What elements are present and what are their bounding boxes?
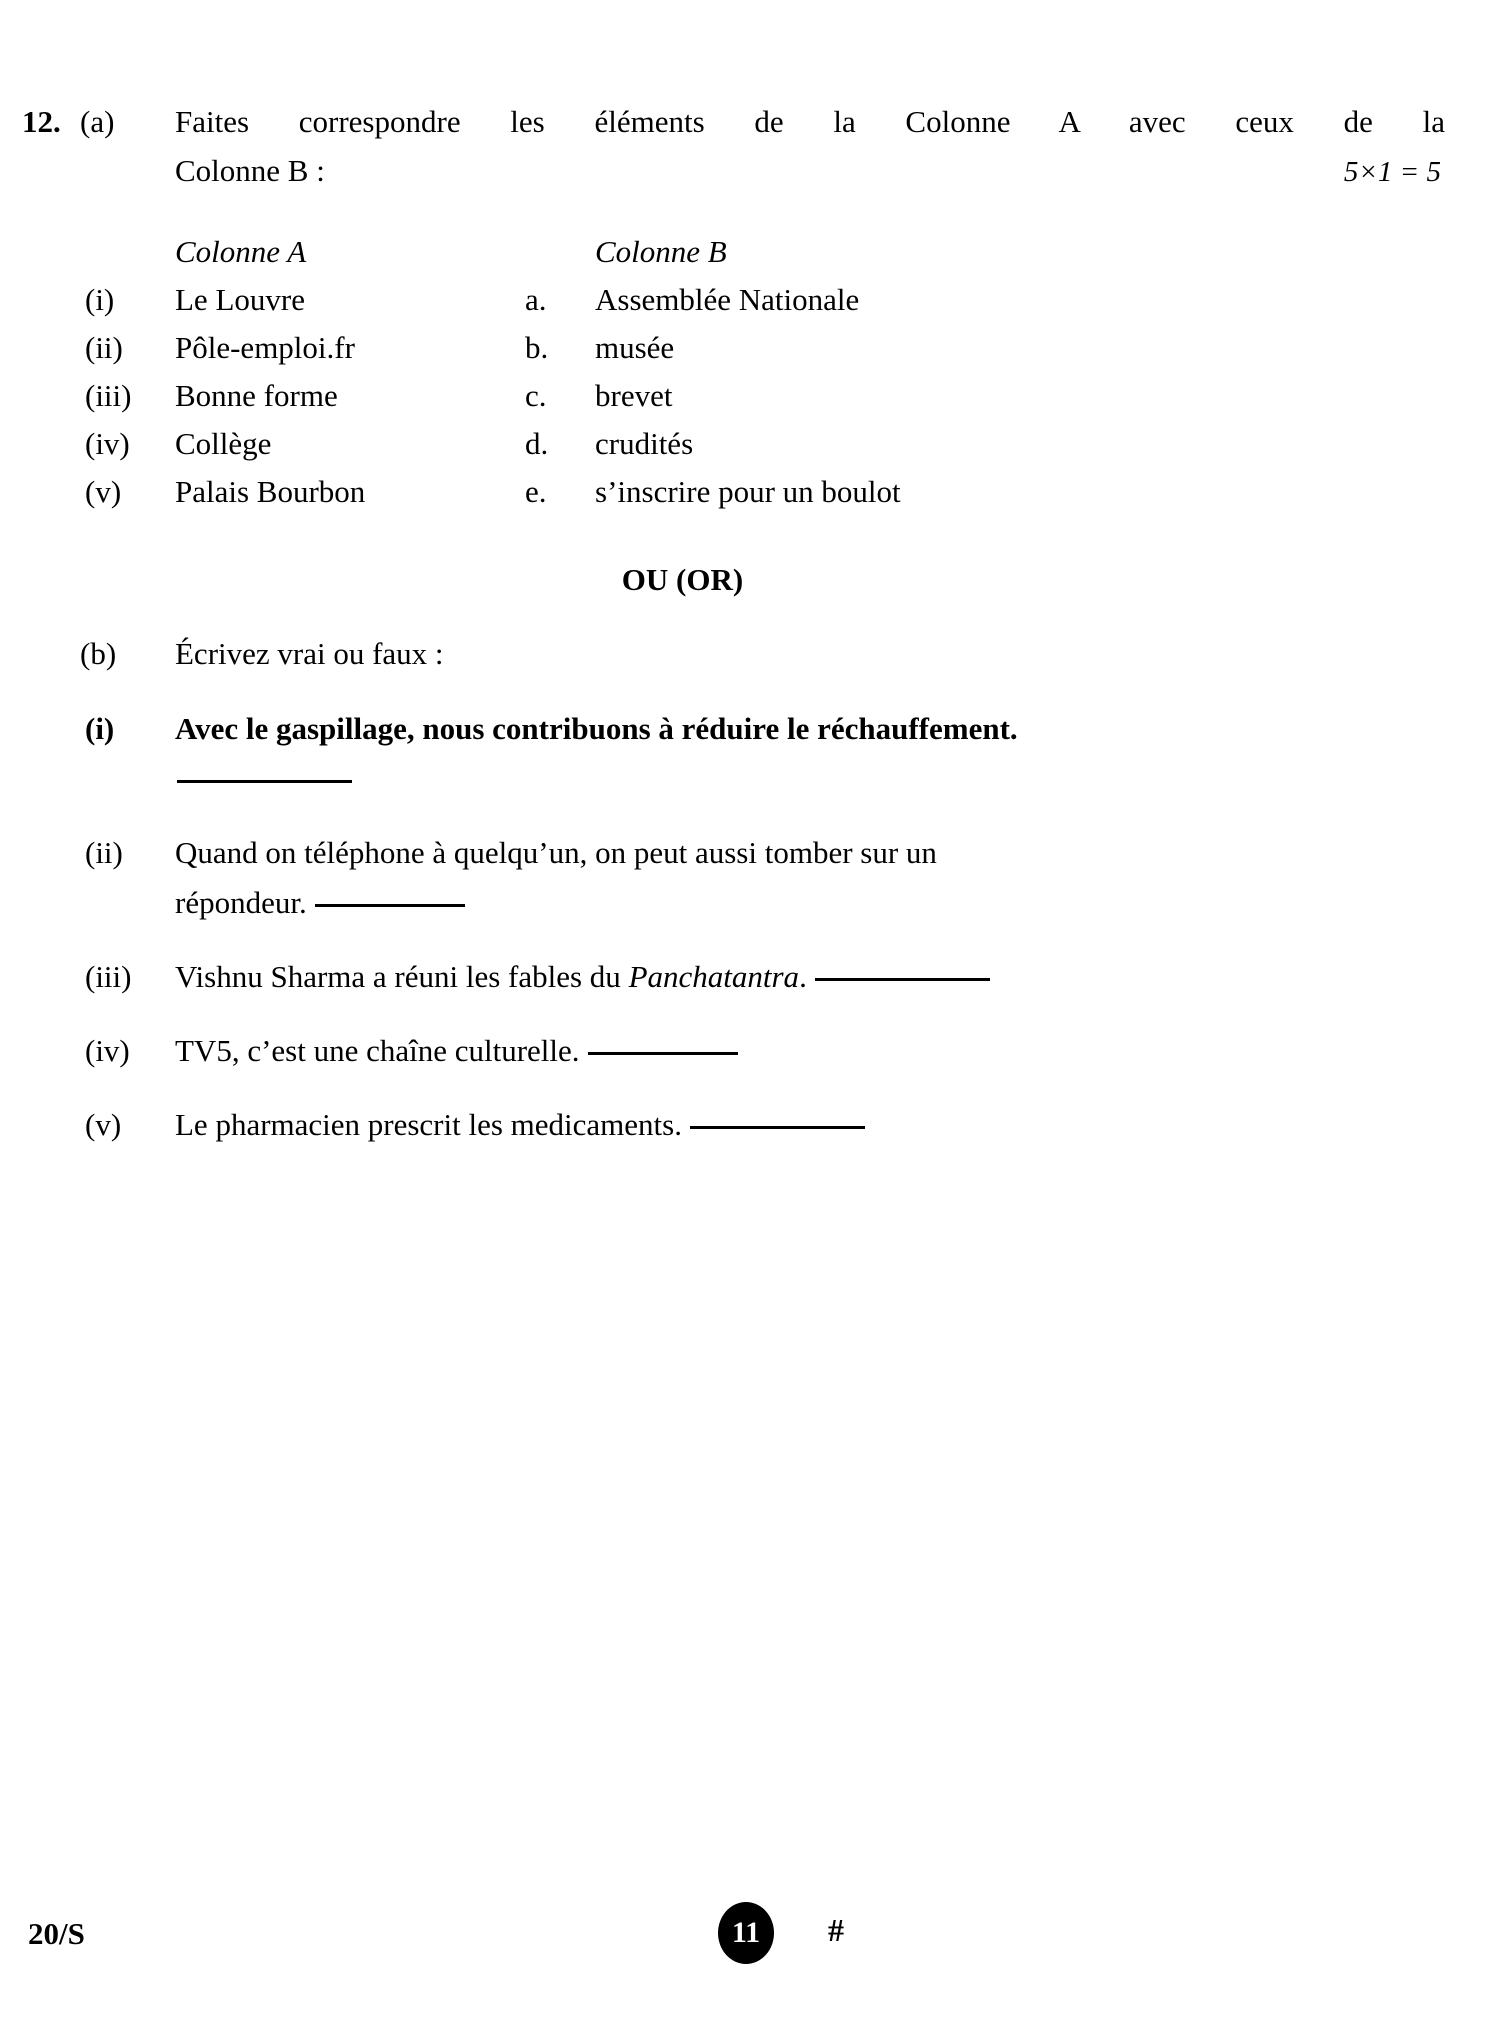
item-key: (i) (85, 711, 115, 746)
table-row (85, 372, 1505, 420)
answer-blank[interactable] (315, 903, 465, 907)
item-key: (iii) (85, 959, 132, 994)
item-statement: Le pharmacien prescrit les medicaments. (175, 1107, 682, 1142)
answer-blank[interactable] (815, 977, 990, 981)
list-item (85, 828, 1425, 928)
column-b-key: e. (525, 474, 547, 509)
column-b-header: Colonne B (595, 234, 727, 269)
list-item (85, 1100, 1425, 1150)
part-label-a: (a) (80, 104, 115, 139)
column-b-value: Assemblée Nationale (595, 282, 860, 317)
question-12-block (0, 100, 1505, 1174)
item-key: (ii) (85, 835, 123, 870)
column-b-value: brevet (595, 378, 673, 413)
item-text (175, 1026, 1425, 1076)
part-a-body (175, 100, 1505, 194)
answer-blank[interactable] (690, 1125, 865, 1129)
column-a-key: (iii) (85, 378, 132, 413)
item-text (175, 952, 1425, 1002)
question-12-part-a (0, 100, 1505, 194)
column-b-key: a. (525, 282, 547, 317)
answer-blank[interactable] (588, 1051, 738, 1055)
table-row (85, 324, 1505, 372)
true-false-list (0, 704, 1505, 1150)
part-a-line-1: Faites correspondre les éléments de la Colonne A avec ceux de la (175, 104, 1445, 139)
answer-blank[interactable] (175, 754, 1425, 804)
column-a-value: Collège (175, 426, 272, 461)
column-b-key: b. (525, 330, 549, 365)
part-a-line-2: Colonne B : (175, 153, 325, 188)
header-spacer-b (525, 228, 595, 276)
paper-code: 20/S (28, 1916, 85, 1951)
item-statement-line2: répondeur. (175, 885, 307, 920)
column-b-key: c. (525, 378, 547, 413)
question-12-part-b (0, 632, 1505, 676)
item-statement-continued (175, 878, 1425, 928)
column-b-value: crudités (595, 426, 694, 461)
column-a-key: (iv) (85, 426, 130, 461)
page-footer (0, 1902, 1505, 1972)
column-a-header: Colonne A (175, 234, 307, 269)
column-a-value: Pôle-emploi.fr (175, 330, 355, 365)
item-key: (v) (85, 1107, 122, 1142)
or-divider: OU (OR) (621, 562, 744, 597)
matching-table-header (85, 228, 1505, 276)
item-statement: Quand on téléphone à quelqu’un, on peut aussi tomber sur un (175, 835, 937, 870)
column-b-value: s’inscrire pour un boulot (595, 474, 901, 509)
item-statement-suffix: . (799, 959, 807, 994)
item-text (175, 1100, 1425, 1150)
column-a-value: Palais Bourbon (175, 474, 366, 509)
table-row (85, 420, 1505, 468)
item-statement: Avec le gaspillage, nous contribuons à réduire le réchauffement. (175, 711, 1018, 746)
column-a-key: (v) (85, 474, 122, 509)
list-item (85, 1026, 1425, 1076)
question-number: 12. (22, 104, 61, 139)
table-row (85, 468, 1505, 516)
marks-allocation: 5×1 = 5 (1343, 156, 1441, 188)
item-statement-prefix: Vishnu Sharma a réuni les fables du (175, 959, 629, 994)
column-b-value: musée (595, 330, 675, 365)
hash-symbol: # (828, 1912, 844, 1948)
part-a-line-2-row (175, 149, 1445, 194)
list-item (85, 952, 1425, 1002)
column-a-key: (ii) (85, 330, 123, 365)
matching-table (0, 228, 1505, 516)
column-a-value: Bonne forme (175, 378, 338, 413)
column-a-value: Le Louvre (175, 282, 305, 317)
book-title: Panchatantra (628, 959, 800, 994)
column-a-key: (i) (85, 282, 115, 317)
list-item (85, 704, 1425, 804)
item-text (175, 828, 1425, 928)
table-row (85, 276, 1505, 324)
header-spacer-a (85, 228, 175, 276)
item-statement: TV5, c’est une chaîne culturelle. (175, 1033, 580, 1068)
column-b-key: d. (525, 426, 549, 461)
item-text (175, 704, 1425, 804)
part-label-b: (b) (80, 636, 117, 671)
item-key: (iv) (85, 1033, 130, 1068)
part-b-instruction: Écrivez vrai ou faux : (175, 636, 444, 671)
page-number-badge: 11 (718, 1902, 774, 1964)
